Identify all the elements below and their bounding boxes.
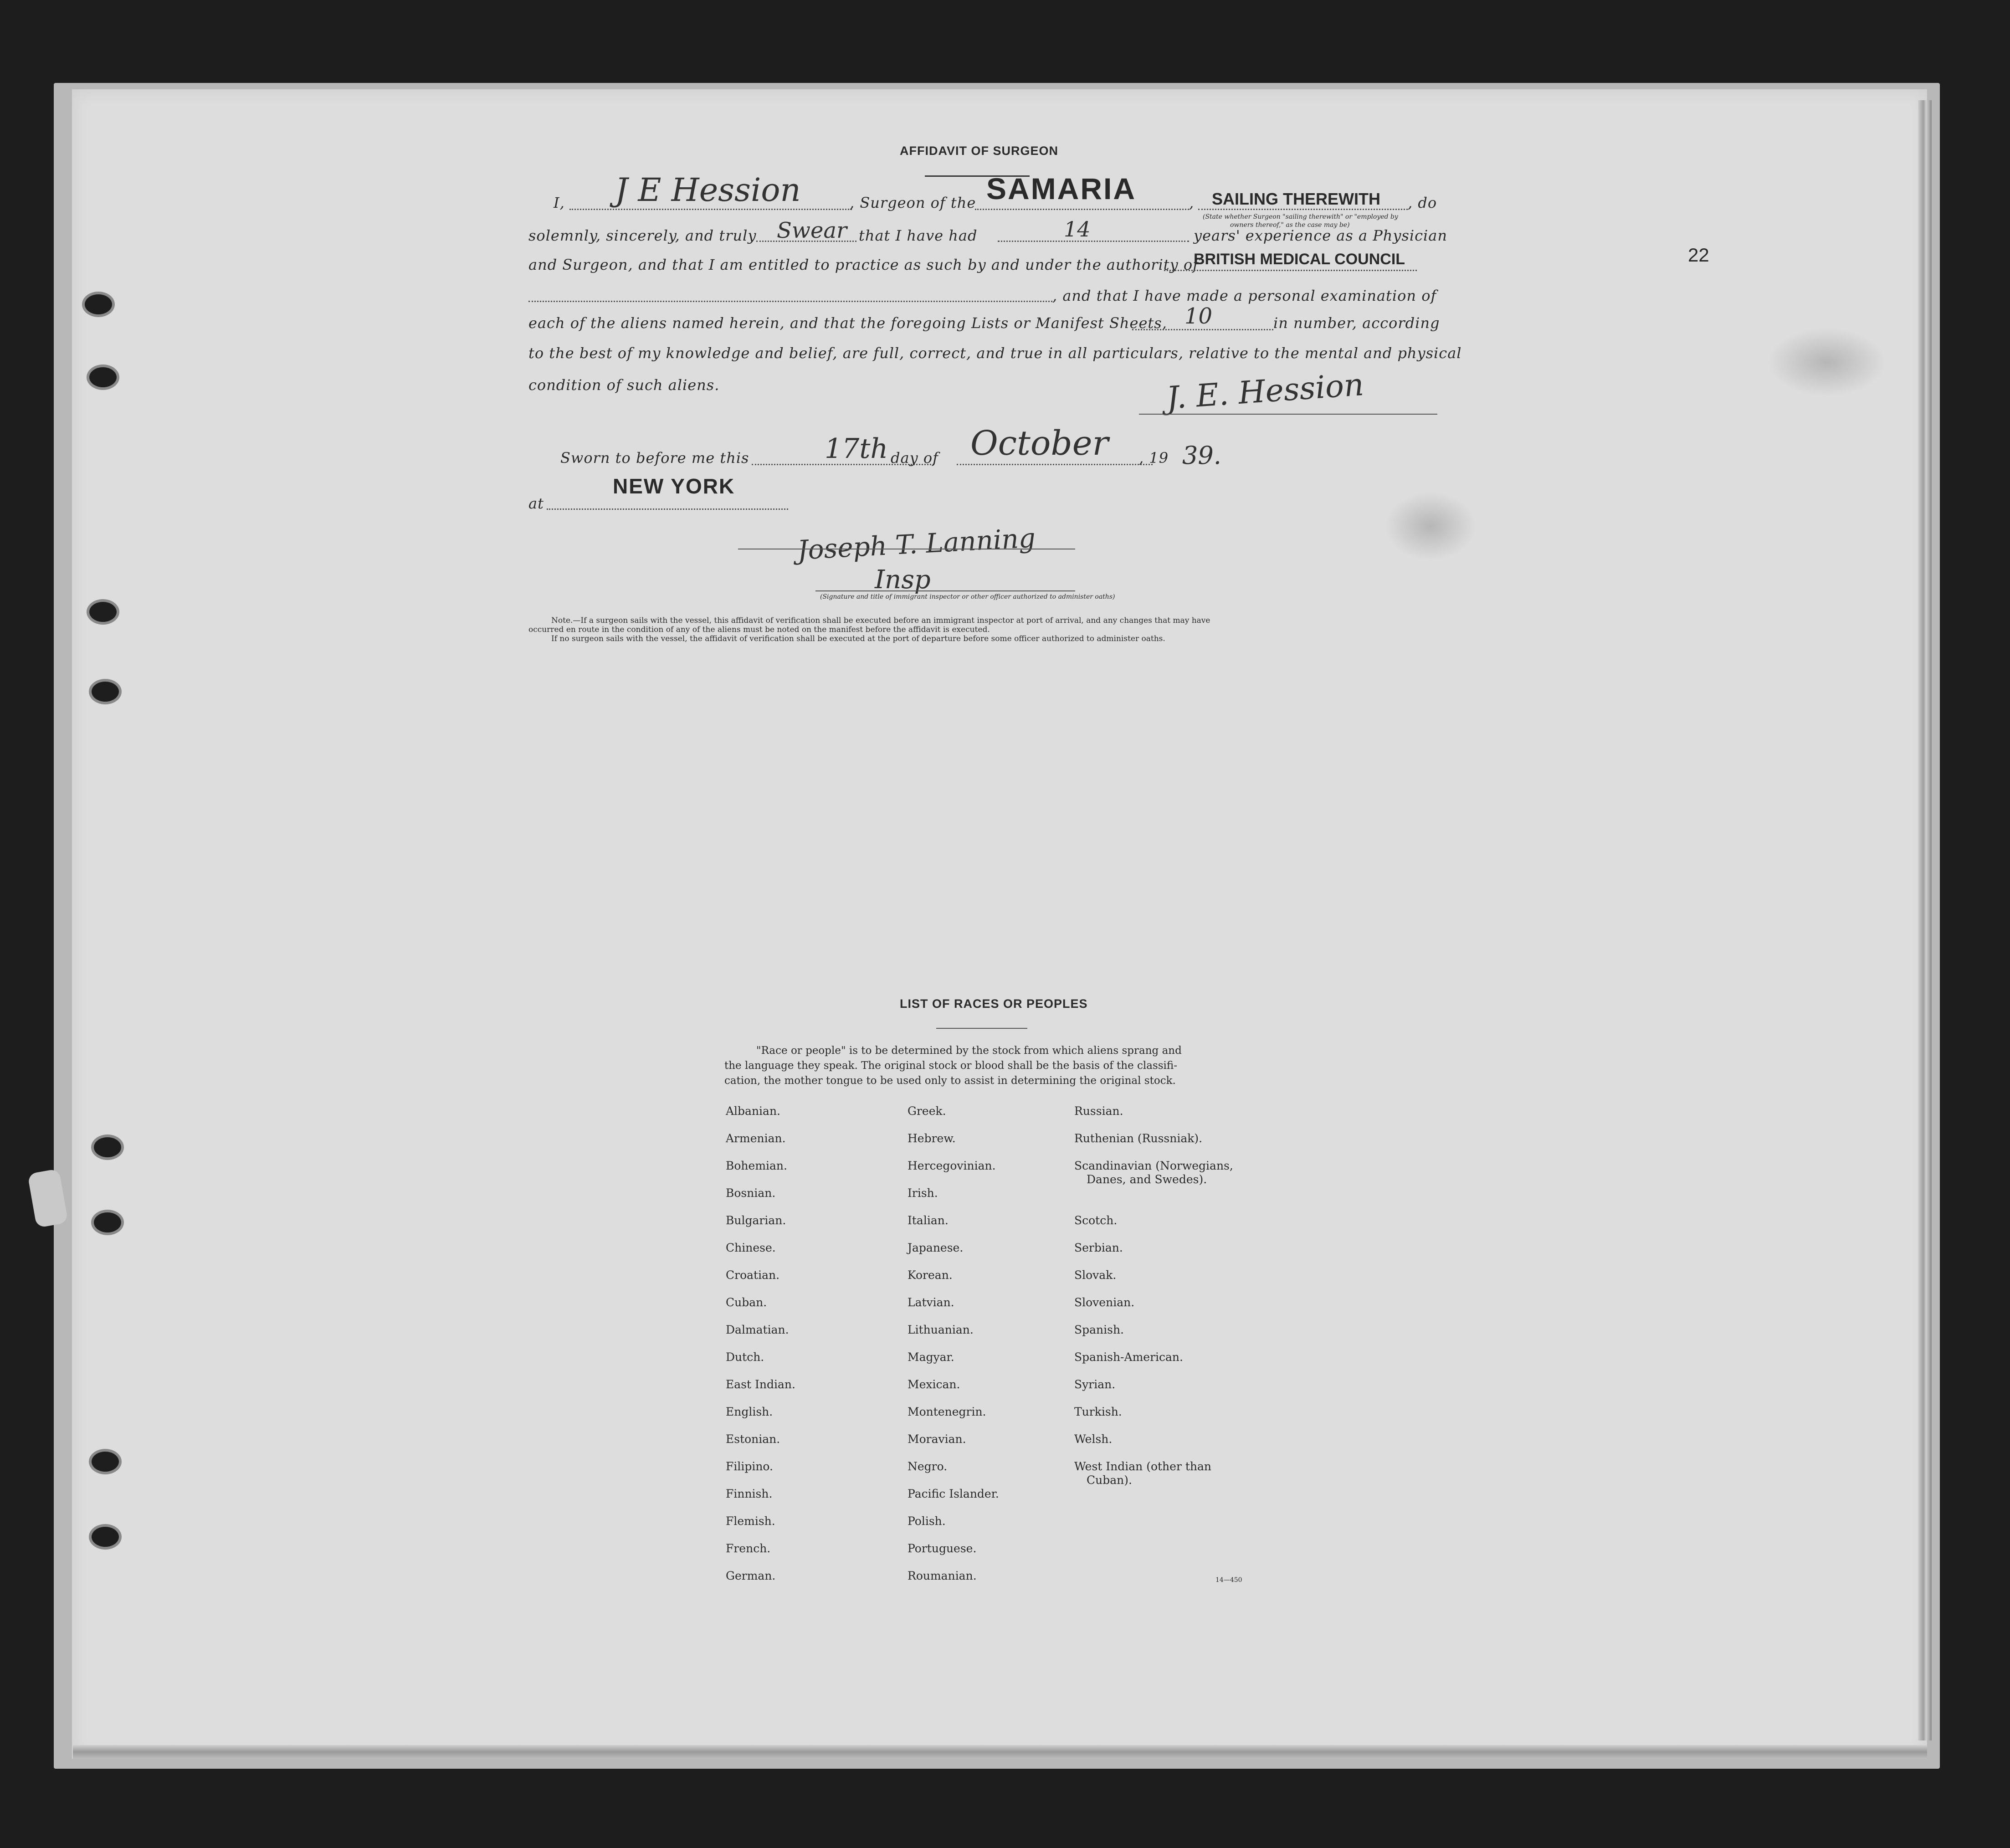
- inspector-title: Insp: [875, 565, 931, 595]
- note-line-1: Note.—If a surgeon sails with the vessel, this affidavit of verification shall be executed before an immigrant inspector at port of arrival, and any changes that may have: [551, 616, 1210, 625]
- race-item: Slovak.: [1074, 1268, 1117, 1282]
- race-item: Dalmatian.: [726, 1323, 789, 1336]
- race-item-continued: Danes, and Swedes).: [1087, 1173, 1207, 1186]
- page-number: 22: [1688, 244, 1709, 266]
- race-item: Chinese.: [726, 1241, 776, 1254]
- paper-stain: [1385, 492, 1476, 560]
- sheets-line: [1132, 329, 1273, 330]
- race-item: Hercegovinian.: [908, 1159, 996, 1172]
- race-item: Bulgarian.: [726, 1214, 786, 1227]
- race-item: Estonian.: [726, 1432, 780, 1446]
- page-edge-right: [1918, 100, 1932, 1740]
- race-item: Spanish.: [1074, 1323, 1124, 1336]
- races-intro-2: the language they speak. The original stock or blood shall be the basis of the classifi-: [724, 1060, 1178, 1072]
- race-item: Dutch.: [726, 1350, 764, 1364]
- binder-hole: [87, 364, 119, 390]
- authority-value: BRITISH MEDICAL COUNCIL: [1194, 251, 1405, 268]
- label-solemnly: solemnly, sincerely, and truly: [528, 227, 757, 244]
- races-intro-1: "Race or people" is to be determined by the stock from which aliens sprang and: [756, 1045, 1182, 1057]
- label-year-prefix: , 19: [1139, 449, 1169, 467]
- label-at: at: [528, 495, 544, 512]
- race-item-continued: Cuban).: [1087, 1473, 1132, 1487]
- race-item: Cuban.: [726, 1296, 767, 1309]
- sworn-place: NEW YORK: [613, 474, 735, 498]
- binder-hole: [91, 1210, 124, 1235]
- race-item: Italian.: [908, 1214, 949, 1227]
- sheets-value: 10: [1184, 303, 1213, 329]
- surgeon-name-line: [569, 209, 852, 210]
- races-intro: [724, 1043, 1225, 1088]
- race-item: Welsh.: [1074, 1432, 1113, 1446]
- sailing-line: [1198, 209, 1408, 210]
- race-item: English.: [726, 1405, 773, 1418]
- race-item: Korean.: [908, 1268, 953, 1282]
- surgeon-name: J E Hession: [615, 171, 801, 209]
- races-title-rule: [936, 1028, 1027, 1029]
- label-sworn: Sworn to before me this: [560, 449, 749, 467]
- race-item: Scotch.: [1074, 1214, 1118, 1227]
- race-item: Serbian.: [1074, 1241, 1123, 1254]
- race-item: Moravian.: [908, 1432, 966, 1446]
- race-item: Ruthenian (Russniak).: [1074, 1132, 1203, 1145]
- signature-line: [1139, 414, 1437, 415]
- race-item: Spanish-American.: [1074, 1350, 1183, 1364]
- binder-hole: [82, 292, 115, 317]
- blank-authority-line: [528, 301, 1052, 302]
- place-line: [547, 508, 788, 510]
- race-item: Lithuanian.: [908, 1323, 974, 1336]
- race-item: Bosnian.: [726, 1186, 776, 1200]
- month-line: [957, 464, 1153, 465]
- race-item: Polish.: [908, 1514, 946, 1528]
- race-item: Roumanian.: [908, 1569, 977, 1582]
- binder-hole: [91, 1134, 124, 1160]
- race-item: Pacific Islander.: [908, 1487, 999, 1500]
- caption-rule: [815, 590, 1075, 591]
- race-item: Armenian.: [726, 1132, 786, 1145]
- race-item: Croatian.: [726, 1268, 780, 1282]
- races-title: LIST OF RACES OR PEOPLES: [900, 997, 1088, 1011]
- race-item: German.: [726, 1569, 776, 1582]
- affidavit-title: AFFIDAVIT OF SURGEON: [900, 144, 1058, 158]
- race-item: Finnish.: [726, 1487, 773, 1500]
- label-that-i-have-had: that I have had: [859, 227, 978, 244]
- paper-stain: [1768, 328, 1886, 396]
- sworn-day: 17th: [825, 433, 888, 465]
- race-item: Filipino.: [726, 1460, 773, 1473]
- binder-hole: [89, 679, 122, 704]
- label-authority: and Surgeon, and that I am entitled to practice as such by and under the authority of: [528, 256, 1199, 273]
- label-i: I,: [554, 194, 565, 211]
- sailing-status: SAILING THEREWITH: [1212, 190, 1380, 208]
- race-item: French.: [726, 1542, 771, 1555]
- race-item: Magyar.: [908, 1350, 954, 1364]
- surgeon-signature: J. E. Hession: [1165, 366, 1365, 417]
- binder-hole: [87, 599, 119, 625]
- sailing-note-2: owners thereof," as the case may be): [1230, 221, 1350, 229]
- comma: ,: [1189, 194, 1195, 211]
- years-line: [998, 241, 1189, 242]
- sworn-year: 39.: [1182, 441, 1221, 470]
- vessel-name: SAMARIA: [986, 172, 1136, 205]
- label-condition: condition of such aliens.: [528, 376, 720, 394]
- page-edge-bottom: [73, 1745, 1927, 1759]
- oath-word: Swear: [777, 218, 847, 243]
- race-item: East Indian.: [726, 1378, 795, 1391]
- race-item: Russian.: [1074, 1104, 1123, 1118]
- race-item: Syrian.: [1074, 1378, 1116, 1391]
- race-item: Negro.: [908, 1460, 948, 1473]
- years-value: 14: [1064, 217, 1091, 241]
- affidavit-note: [528, 616, 1440, 643]
- race-item: West Indian (other than: [1074, 1460, 1212, 1473]
- vessel-line: [975, 209, 1189, 210]
- inspector-signature: Joseph T. Lanning: [796, 522, 1036, 566]
- race-item: Greek.: [908, 1104, 946, 1118]
- label-do: , do: [1408, 194, 1437, 211]
- race-item: Albanian.: [726, 1104, 781, 1118]
- label-surgeon-of: , Surgeon of the: [850, 194, 976, 211]
- binder-hole: [89, 1524, 122, 1550]
- race-item: Mexican.: [908, 1378, 960, 1391]
- race-item: Japanese.: [908, 1241, 964, 1254]
- race-item: Flemish.: [726, 1514, 775, 1528]
- signature-caption: (Signature and title of immigrant inspector or other officer authorized to administer oaths): [820, 593, 1115, 601]
- label-manifest-sheets: each of the aliens named herein, and that the foregoing Lists or Manifest Sheets,: [528, 314, 1167, 332]
- race-item: Latvian.: [908, 1296, 954, 1309]
- note-line-2: occurred en route in the condition of any of the aliens must be noted on the manifest before the affidavit is executed.: [528, 625, 990, 634]
- race-item: Hebrew.: [908, 1132, 956, 1145]
- authority-line: [1164, 270, 1417, 271]
- races-intro-3: cation, the mother tongue to be used only to assist in determining the original stock.: [724, 1075, 1176, 1087]
- form-number: 14—450: [1215, 1576, 1242, 1584]
- race-item: Portuguese.: [908, 1542, 977, 1555]
- sailing-note-1: (State whether Surgeon "sailing therewith" or "employed by: [1203, 213, 1398, 221]
- binder-hole: [89, 1449, 122, 1474]
- race-item: Turkish.: [1074, 1405, 1122, 1418]
- race-item: Slovenian.: [1074, 1296, 1135, 1309]
- race-item: Montenegrin.: [908, 1405, 986, 1418]
- label-best-knowledge: to the best of my knowledge and belief, are full, correct, and true in all particulars, relative to the mental and physical: [528, 344, 1462, 362]
- label-in-number: in number, according: [1273, 314, 1440, 332]
- manifest-page: [72, 89, 1927, 1759]
- label-personal-examination: , and that I have made a personal examination of: [1052, 287, 1437, 304]
- race-item: Irish.: [908, 1186, 938, 1200]
- sworn-month: October: [970, 424, 1108, 463]
- race-item: Scandinavian (Norwegians,: [1074, 1159, 1233, 1172]
- race-item: Bohemian.: [726, 1159, 787, 1172]
- label-day-of: day of: [891, 449, 938, 467]
- label-years-experience: years' experience as a Physician: [1194, 227, 1447, 244]
- note-line-3: If no surgeon sails with the vessel, the affidavit of verification shall be executed at the port of departure before some officer authorized to administer oaths.: [551, 634, 1165, 643]
